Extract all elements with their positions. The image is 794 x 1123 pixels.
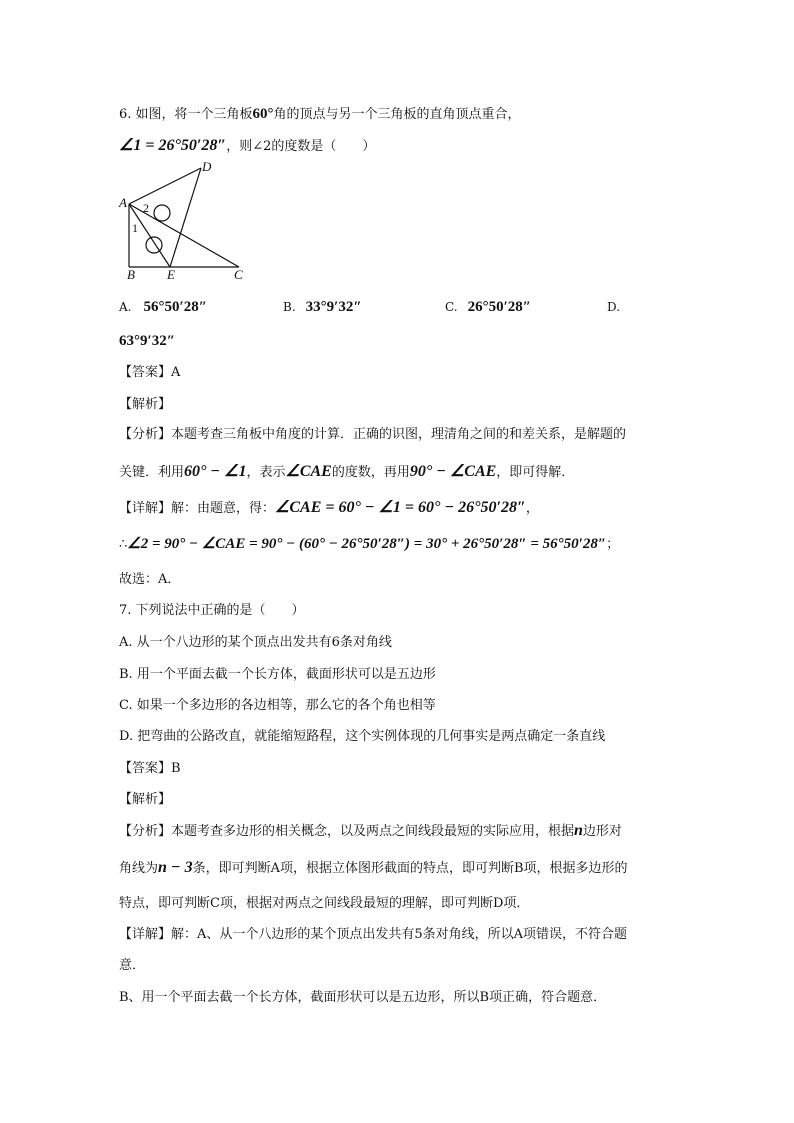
- q7-analysis-line3: 特点，即可判断C项，根据对两点之间线段最短的理解，即可判断D项．: [119, 896, 530, 911]
- label-angle-2: 2: [143, 201, 149, 215]
- q7-option-a: A. 从一个八边形的某个顶点出发共有6条对角线: [119, 635, 392, 650]
- q6-choose: 故选：A．: [119, 572, 181, 587]
- label-e: E: [167, 267, 175, 282]
- q6-detail-line2: ∴∠2 = 90° − ∠CAE = 90° − (60° − 26°50′28″) = 30° + 26°50′28″ = 56°50′28″；: [119, 536, 620, 552]
- segment-ad: [129, 168, 201, 204]
- q7-answer: 【答案】B: [119, 761, 181, 776]
- label-angle-1: 1: [132, 221, 138, 235]
- q7-detail-line3: B、用一个平面去截一个长方体，截面形状可以是五边形，所以B项正确，符合题意．: [119, 990, 607, 1005]
- label-d: D: [202, 159, 212, 174]
- segment-ae: [129, 204, 170, 267]
- q6-stem-line1: 6. 如图，将一个三角板60°角的顶点与另一个三角板的直角顶点重合，: [119, 106, 521, 122]
- q7-detail-line1: 【详解】解：A、从一个八边形的某个顶点出发共有5条对角线，所以A项错误，不符合题: [119, 927, 628, 942]
- q7-analysis-line2: 角线为n − 3条，即可判断A项，根据立体图形截面的特点，即可判断B项，根据多边形的: [119, 859, 628, 876]
- q6-option-a: A. 56°50′28″: [119, 299, 207, 315]
- q6-analysis-line1: 【分析】本题考查三角板中角度的计算．正确的识图，理清角之间的和差关系，是解题的: [119, 427, 627, 442]
- label-c: C: [234, 267, 243, 282]
- q6-option-c: C. 26°50′28″: [445, 299, 532, 315]
- q7-analysis-line1: 【分析】本题考查多边形的相关概念，以及两点之间线段最短的实际应用，根据n边形对: [119, 822, 622, 839]
- q6-analysis-line2: 关键．利用60° − ∠1，表示∠CAE的度数，再用90° − ∠CAE，即可得解．: [119, 463, 575, 480]
- triangle-figure: [117, 155, 277, 283]
- q7-jiexi: 【解析】: [119, 792, 172, 807]
- q7-option-b: B. 用一个平面去截一个长方体，截面形状可以是五边形: [119, 667, 436, 682]
- segment-de: [170, 168, 201, 267]
- q7-option-c: C. 如果一个多边形的各边相等，那么它的各个角也相等: [119, 698, 436, 713]
- q6-option-d-letter: D.: [607, 300, 621, 314]
- q6-jiexi: 【解析】: [119, 397, 172, 412]
- q6-answer: 【答案】A: [119, 365, 181, 380]
- q7-stem: 7. 下列说法中正确的是（ ）: [119, 603, 305, 618]
- q6-stem-line2: ∠1 = 26°50′28″，则∠2的度数是（ ）: [119, 137, 376, 154]
- q7-detail-line2: 意．: [119, 958, 146, 973]
- q6-option-d-value: 63°9′32″: [119, 333, 176, 349]
- q6-option-b: B. 33°9′32″: [283, 299, 362, 315]
- triangle-hole-upper: [154, 205, 170, 221]
- q7-option-d: D. 把弯曲的公路改直，就能缩短路程，这个实例体现的几何事实是两点确定一条直线: [119, 729, 606, 744]
- triangle-hole-lower: [146, 237, 162, 253]
- label-b: B: [127, 267, 135, 282]
- q6-detail-line1: 【详解】解：由题意，得：∠CAE = 60° − ∠1 = 60° − 26°50′28″，: [119, 499, 539, 516]
- label-a: A: [119, 195, 127, 210]
